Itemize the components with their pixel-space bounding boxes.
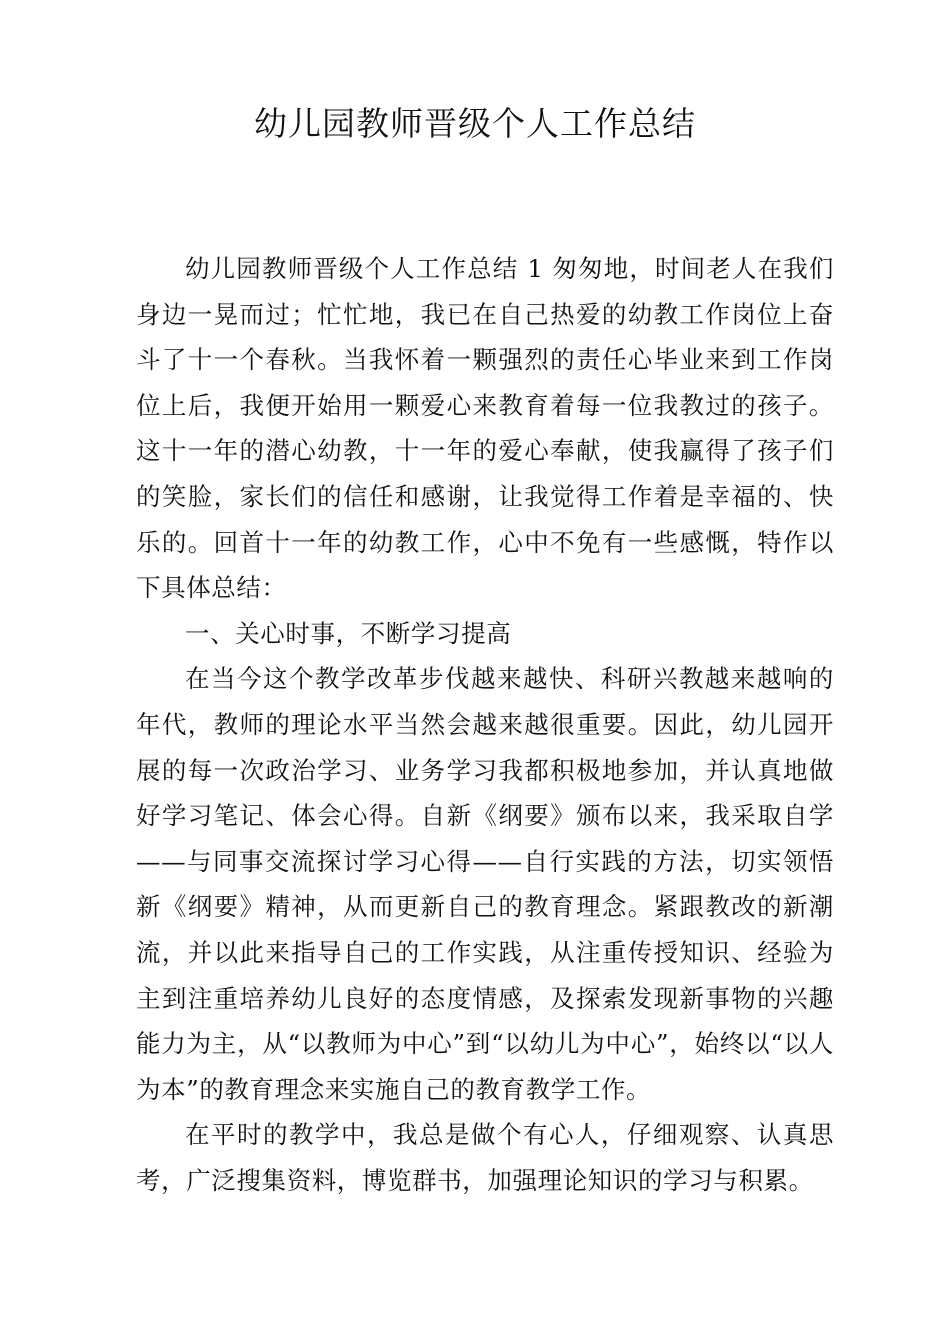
section-heading-1: 一、关心时事，不断学习提高	[185, 618, 512, 648]
document-body	[136, 246, 834, 1203]
paragraph-teaching: 在平时的教学中，我总是做个有心人，仔细观察、认真思考，广泛搜集资料，博览群书，加强理论知识的学习与积累。	[136, 1120, 834, 1195]
document-title: 幼儿园教师晋级个人工作总结	[254, 104, 696, 143]
paragraph-study: 在当今这个教学改革步伐越来越快、科研兴教越来越响的年代，教师的理论水平当然会越来越很重要。因此，幼儿园开展的每一次政治学习、业务学习我都积极地参加，并认真地做好学习笔记、体会心得。自新《纲要》颁布以来，我采取自学——与同事交流探讨学习心得——自行实践的方法，切实领悟新《纲要》精神，从而更新自己的教育理念。紧跟教改的新潮流，并以此来指导自己的工作实践，从注重传授知识、经验为主到注重培养幼儿良好的态度情感，及探索发现新事物的兴趣能力为主，从“以教师为中心”到“以幼儿为中心”，始终以“以人为本”的教育理念来实施自己的教育教学工作。	[136, 664, 834, 1104]
paragraph-intro: 幼儿园教师晋级个人工作总结 1 匆匆地，时间老人在我们身边一晃而过；忙忙地，我已在自己热爱的幼教工作岗位上奋斗了十一个春秋。当我怀着一颗强烈的责任心毕业来到工作岗位上后，我便开始用一颗爱心来教育着每一位我教过的孩子。这十一年的潜心幼教，十一年的爱心奉献，使我赢得了孩子们的笑脸，家长们的信任和感谢，让我觉得工作着是幸福的、快乐的。回首十一年的幼教工作，心中不免有一些感慨，特作以下具体总结：	[136, 254, 834, 603]
